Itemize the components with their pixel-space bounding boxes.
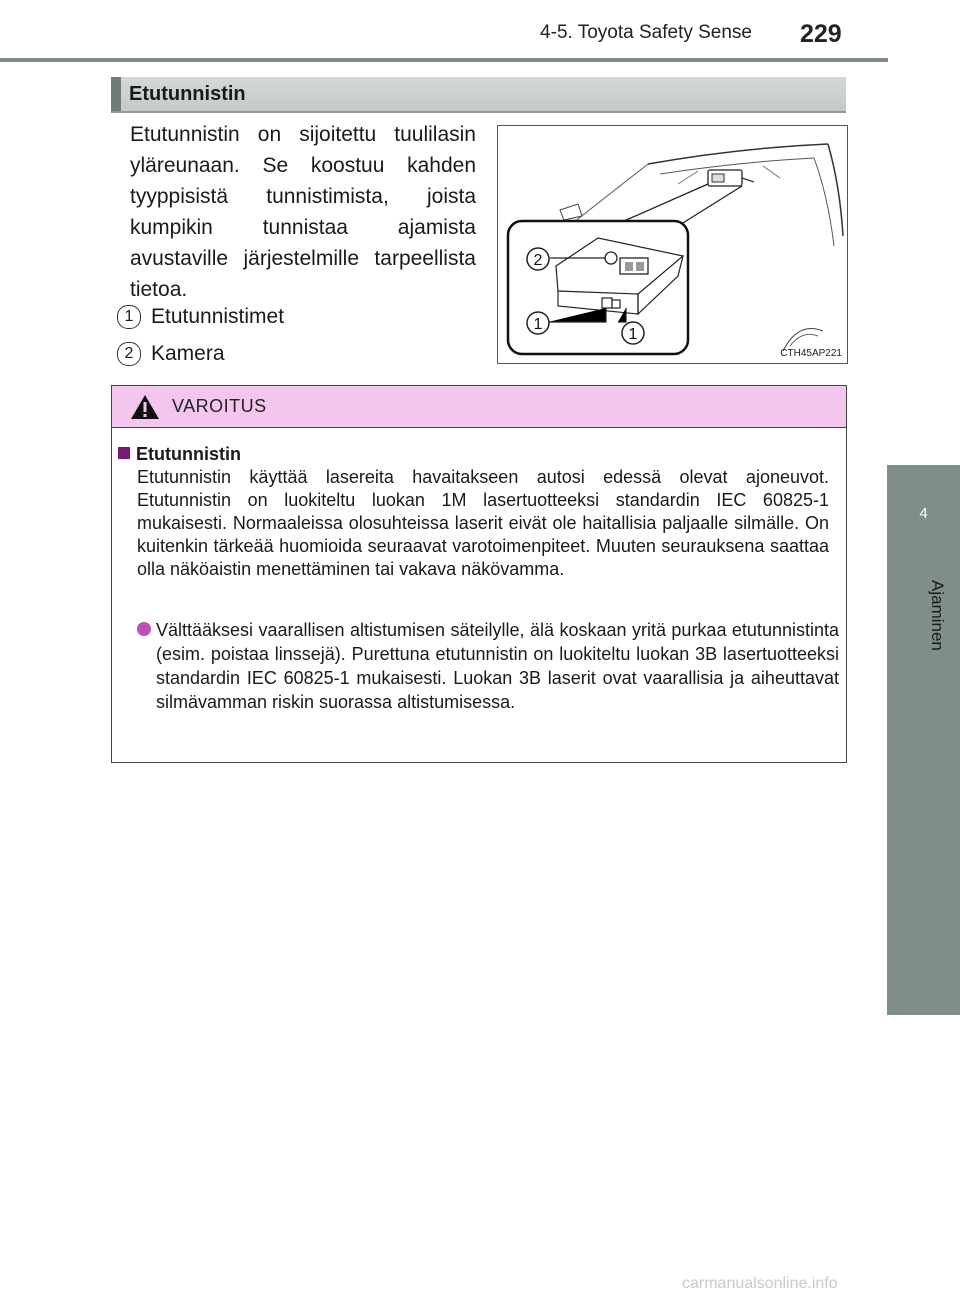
- warning-bullet-text: Välttääksesi vaarallisen altistumisen säteilylle, älä koskaan yritä purkaa etutunnistinta (esim. poistaa linssejä). Purettuna etutunnistin on luokiteltu luokan 3B lasertuotteeksi standardin IEC 60825-1 mukaisesti. Luokan 3B laserit ovat vaarallisia ja aiheuttavat silmävamman riskin suorassa altistumisessa.: [156, 620, 839, 712]
- intro-paragraph: Etutunnistin on sijoitettu tuulilasin yläreunaan. Se koostuu kahden tyyppisistä tunnistimista, joista kumpikin tunnistaa ajamista avustaville järjestelmille tarpeellista tietoa.: [130, 123, 476, 301]
- warning-paragraph: Etutunnistin käyttää lasereita havaitakseen autosi edessä olevat ajoneuvot. Etutunnistin on luokiteltu luokan 1M lasertuotteeksi standardin IEC 60825-1 mukaisesti. Normaaleissa olosuhteissa laserit eivät ole haitallisia paljaalle silmälle. On kuitenkin tärkeää huomioida seuraavat varotoimenpiteet. Muuten seurauksena saattaa olla näköaistin menettäminen tai vakava näkövamma.: [137, 467, 829, 579]
- header-rule: [0, 58, 888, 62]
- warning-triangle-icon: [129, 393, 161, 421]
- windshield-sensor-drawing: [498, 126, 847, 363]
- sensor-illustration: [497, 125, 848, 364]
- warning-box: [111, 385, 847, 763]
- section-title-bar: [111, 77, 846, 113]
- chapter-side-tab: [887, 465, 960, 1015]
- warning-subheading: [118, 444, 241, 465]
- legend-number: 2: [117, 342, 141, 366]
- callout-2: 2: [533, 252, 543, 269]
- page-number: 229: [800, 20, 842, 48]
- legend-item-2: [117, 342, 225, 366]
- warning-header-label: VAROITUS: [172, 396, 267, 416]
- figure-caption: CTH45AP221: [780, 348, 842, 359]
- watermark: carmanualsonline.info: [682, 1275, 838, 1292]
- warning-bullet: [137, 618, 839, 714]
- section-title-accent: [111, 77, 121, 111]
- legend-label: Kamera: [151, 342, 225, 365]
- section-title: Etutunnistin: [129, 83, 246, 105]
- chapter-number: 4: [919, 505, 928, 522]
- warning-subheading-text: Etutunnistin: [136, 444, 241, 464]
- header-section-title: 4-5. Toyota Safety Sense: [540, 22, 752, 43]
- chapter-label: Ajaminen: [928, 580, 947, 651]
- legend-label: Etutunnistimet: [151, 305, 285, 328]
- warning-header: [112, 386, 846, 428]
- circle-bullet-icon: [137, 622, 151, 636]
- square-bullet-icon: [118, 447, 130, 459]
- callout-1a: 1: [533, 316, 543, 333]
- legend-number: 1: [117, 305, 141, 329]
- callout-1b: 1: [628, 326, 638, 343]
- legend-item-1: [117, 305, 284, 329]
